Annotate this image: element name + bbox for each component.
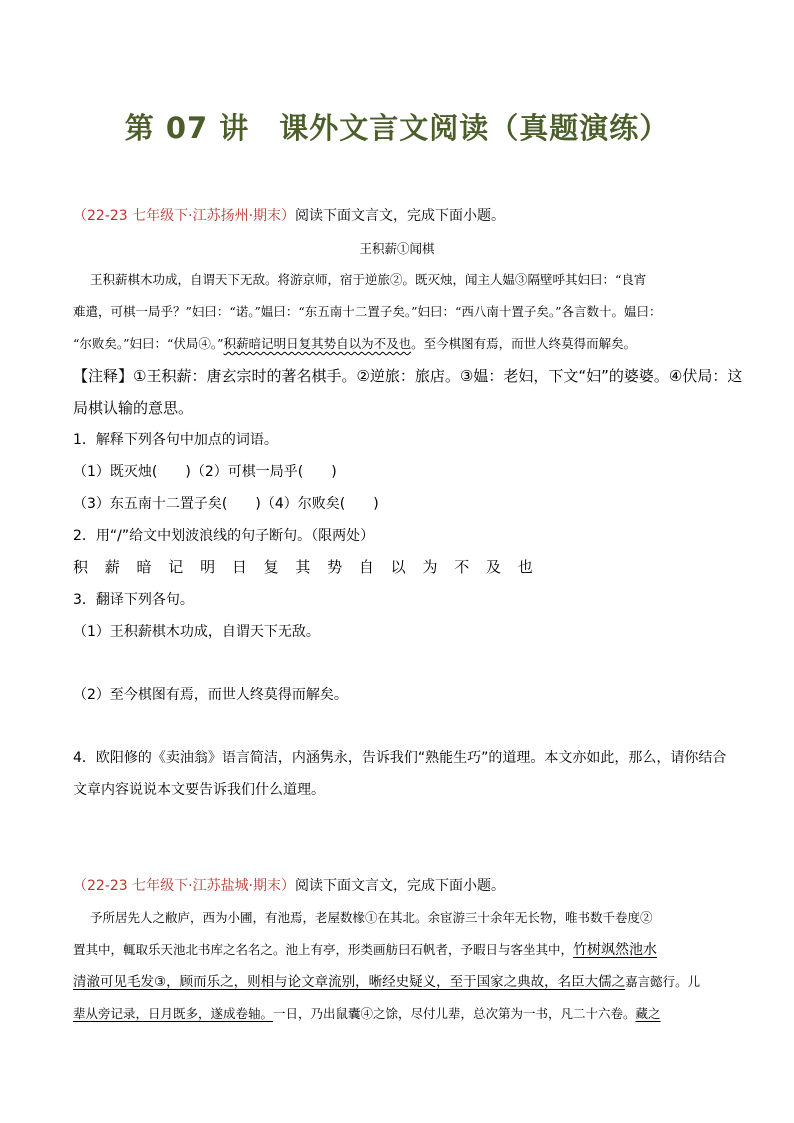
q2-passage-line-4 xyxy=(73,1004,723,1024)
q1-passage-line-1: 王积薪棋木功成，自谓天下无敌。将游京师，宿于逆旅②。既灭烛，闻主人媪③隔壁呼其妇曰：“良宵 xyxy=(90,272,647,287)
q2-passage-line-4b: 一日，乃出鼠囊④之馀，尽付儿辈，总次第为一书，凡二十六卷。 xyxy=(273,1006,636,1021)
q2-passage-line-2a: 置其中，輒取乐天池北书库之名名之。池上有亭，形类画舫曰石帆者，予暇日与客坐其中， xyxy=(73,942,574,957)
q2-header xyxy=(73,876,723,896)
q2-underlined-4: 藏之 xyxy=(635,1006,661,1021)
q2-underlined-2: 清澈可见毛发③，顾而乐之，则相与论文章流别，晰经史疑义，至于国家之典故，名臣大儒之 xyxy=(73,974,626,990)
q1-sub4-line-1: 4．欧阳修的《卖油翁》语言简洁，内涵隽永，告诉我们“熟能生巧”的道理。本文亦如此，那么，请你结合 xyxy=(73,750,727,766)
q1-sub3-title: 3．翻译下列各句。 xyxy=(73,592,194,608)
q1-note-line-2: 局棋认输的意思。 xyxy=(73,399,194,417)
q1-sub1-items-b: （3）东五南十二置子矣( )（4）尔败矣( ) xyxy=(73,496,379,512)
q1-wavy-sentence: 积薪暗记明日复其势自以为不及也 xyxy=(223,336,412,351)
q2-source: （22-23 七年级下·江苏盐城·期末） xyxy=(73,878,296,894)
q2-underlined-1: 竹树飒然池水 xyxy=(573,942,658,958)
q2-passage-line-1: 予所居先人之敝庐，西为小圃，有池焉，老屋数椽①在其北。余宦游三十余年无长物，唯书数千卷度② xyxy=(90,910,653,925)
q1-sub4-line-2: 文章内容说说本文要告诉我们什么道理。 xyxy=(73,782,325,798)
q1-sub2-sentence: 积 薪 暗 记 明 日 复 其 势 自 以 为 不 及 也 xyxy=(73,558,539,576)
q1-sub1-title: 1．解释下列各句中加点的词语。 xyxy=(73,432,278,448)
q2-instruction: 阅读下面文言文，完成下面小题。 xyxy=(295,878,506,894)
q1-passage-line-2: 难遣，可棋一局乎？”妇曰：“诺。”媪曰：“东五南十二置子矣。”妇曰：“西八南十置子矣。”各言数十。媪曰： xyxy=(73,304,662,319)
q1-passage-line-3c: 。至今棋图有焉，而世人终莫得而解矣。 xyxy=(411,336,637,351)
page-title: 第 07 讲 课外文言文阅读（真题演练） xyxy=(124,111,670,145)
q2-passage-line-3 xyxy=(73,972,723,992)
q1-sub2-title: 2．用“/”给文中划波浪线的句子断句。（限两处） xyxy=(73,528,375,544)
q1-passage-title: 王积薪①闻棋 xyxy=(359,241,435,256)
q1-source: （22-23 七年级下·江苏扬州·期末） xyxy=(73,208,296,224)
q1-instruction: 阅读下面文言文，完成下面小题。 xyxy=(295,208,506,224)
q1-sub1-items-a: （1）既灭烛( )（2）可棋一局乎( ) xyxy=(73,464,337,480)
q1-sub3-item-1: （1）王积薪棋木功成，自谓天下无敌。 xyxy=(73,624,320,640)
q1-passage-line-3 xyxy=(73,334,723,354)
q1-passage-line-3a: “尔败矣。”妇曰：“伏局④。” xyxy=(73,336,224,351)
q1-header xyxy=(73,206,723,226)
q1-note-line-1: 【注释】①王积薪：唐玄宗时的著名棋手。②逆旅：旅店。③媪：老妇，下文“妇”的婆婆。④伏局：这 xyxy=(73,367,743,385)
q1-sub3-item-2: （2）至今棋图有焉，而世人终莫得而解矣。 xyxy=(73,687,348,703)
q2-underlined-3: 辈从旁记录，日月既多，遂成卷轴。 xyxy=(73,1006,274,1021)
q2-passage-line-2 xyxy=(73,940,723,960)
q2-passage-line-3b: 嘉言懿行。儿 xyxy=(625,974,701,989)
